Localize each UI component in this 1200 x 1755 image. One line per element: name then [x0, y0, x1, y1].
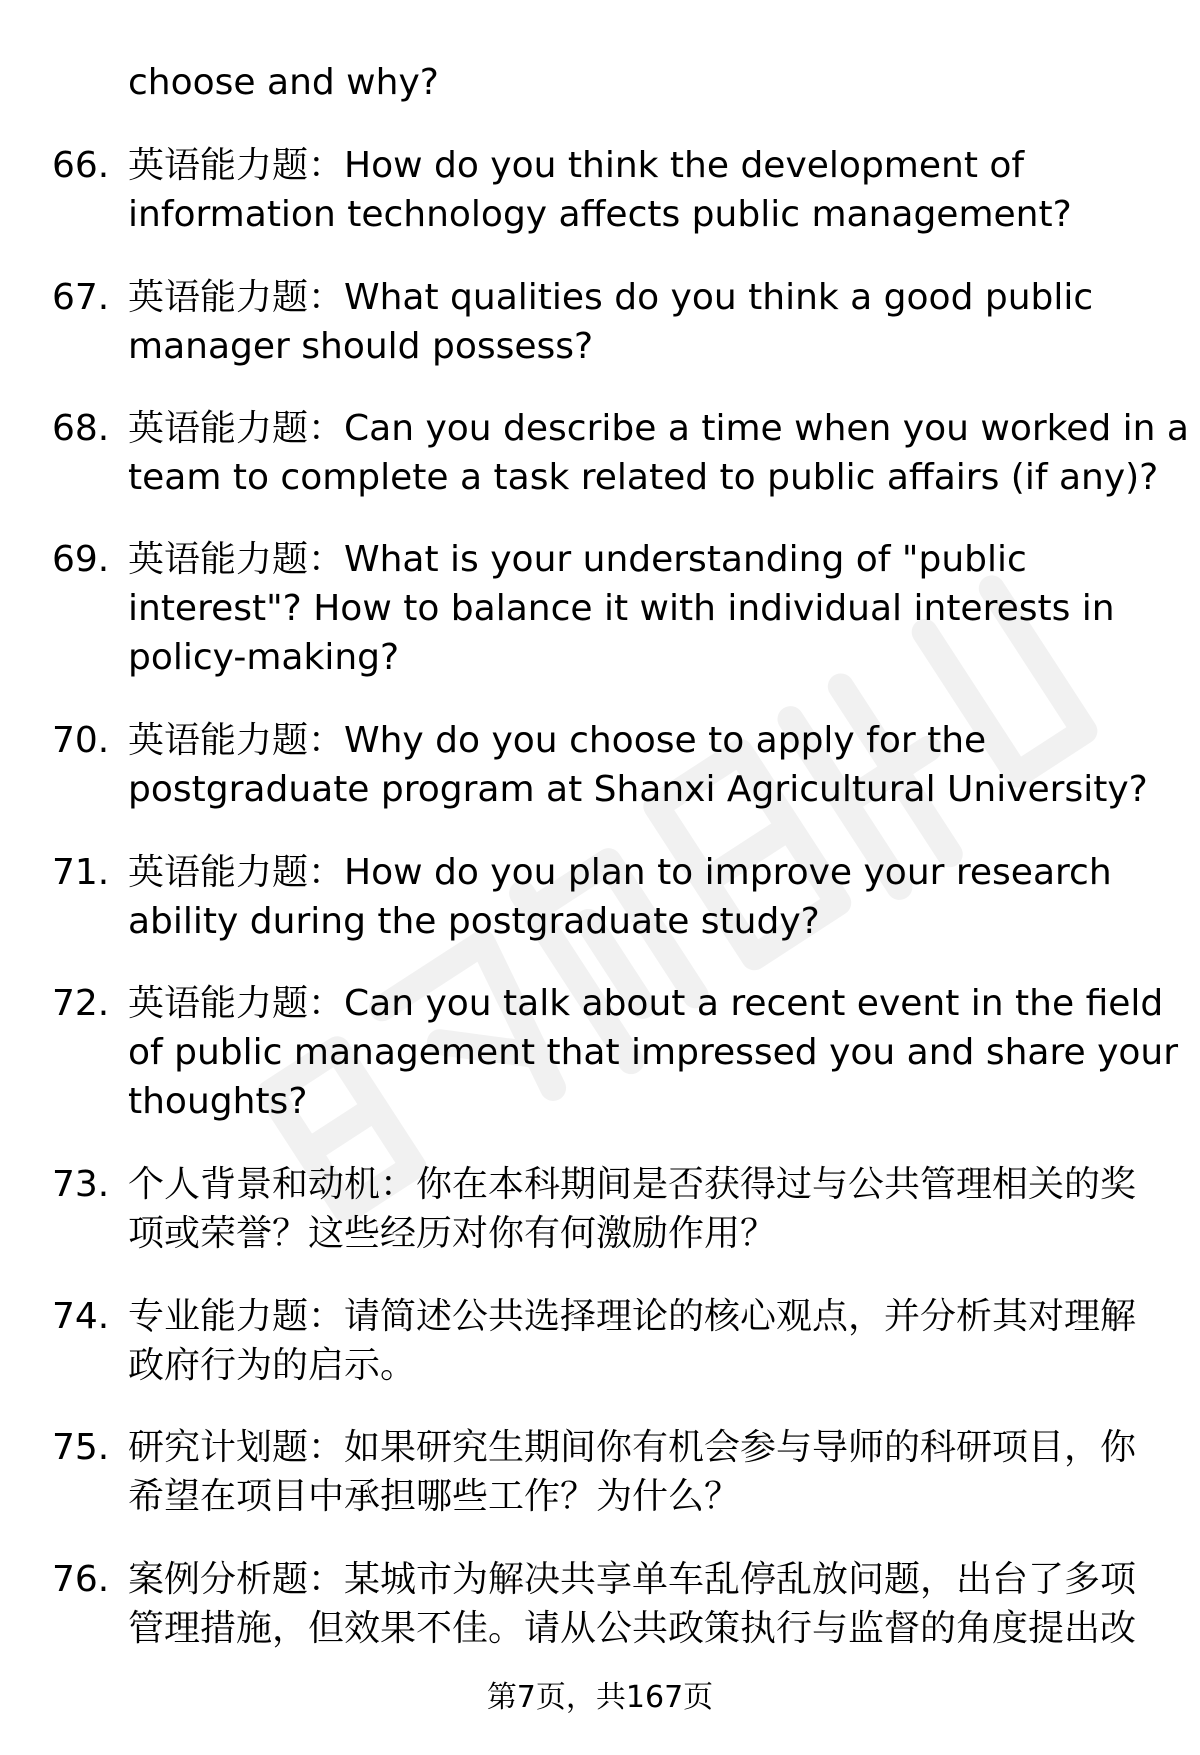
question-text: [128, 1160, 1168, 1258]
question-text-line: ability during the postgraduate study?: [128, 901, 820, 942]
question-text: [128, 1555, 1168, 1653]
question-text-line: 英语能力题：How do you think the development of: [128, 145, 1025, 186]
question-text-line: 英语能力题：Can you talk about a recent event in the field: [128, 983, 1164, 1024]
question-text-line: information technology affects public management?: [128, 194, 1072, 235]
continuation-line: choose and why?: [128, 62, 439, 103]
question-text-line: 项或荣誉？这些经历对你有何激励作用？: [128, 1213, 777, 1254]
question-text: [128, 716, 1168, 814]
question-number: 72.: [52, 983, 110, 1024]
page-footer: 第7页，共167页: [486, 1680, 714, 1715]
question-text-line: 英语能力题：Why do you choose to apply for the: [128, 720, 987, 761]
question-number: 67.: [52, 277, 110, 318]
question-text-line: of public management that impressed you and share your: [128, 1032, 1179, 1073]
question-text: [128, 273, 1168, 371]
question-number: 71.: [52, 852, 110, 893]
question-text-line: thoughts?: [128, 1081, 308, 1122]
question-number: 74.: [52, 1296, 110, 1337]
question-text: [128, 141, 1168, 239]
question-number: 70.: [52, 720, 110, 761]
question-text: [128, 1423, 1168, 1521]
question-text: [128, 404, 1189, 502]
question-number: 68.: [52, 408, 110, 449]
question-text: [128, 979, 1179, 1126]
question-text-line: 个人背景和动机：你在本科期间是否获得过与公共管理相关的奖: [128, 1164, 1137, 1205]
question-text-line: 专业能力题：请简述公共选择理论的核心观点，并分析其对理解: [128, 1296, 1137, 1337]
question-text: [128, 1292, 1168, 1390]
question-text-line: 研究计划题：如果研究生期间你有机会参与导师的科研项目，你: [128, 1427, 1137, 1468]
question-text-line: interest"? How to balance it with individual interests in: [128, 588, 1115, 629]
question-text-line: 英语能力题：What qualities do you think a good public: [128, 277, 1094, 318]
question-text-line: team to complete a task related to public affairs (if any)?: [128, 457, 1159, 498]
question-number: 66.: [52, 145, 110, 186]
question-number: 69.: [52, 539, 110, 580]
question-text-line: 英语能力题：Can you describe a time when you worked in a: [128, 408, 1189, 449]
question-text-line: manager should possess?: [128, 326, 594, 367]
question-text-line: 案例分析题：某城市为解决共享单车乱停乱放问题，出台了多项: [128, 1559, 1137, 1600]
question-text: [128, 848, 1168, 946]
question-text-line: policy-making?: [128, 637, 400, 678]
question-text-line: 英语能力题：What is your understanding of "public: [128, 539, 1027, 580]
question-text-line: postgraduate program at Shanxi Agricultural University?: [128, 769, 1148, 810]
question-number: 73.: [52, 1164, 110, 1205]
question-text-line: 政府行为的启示。: [128, 1345, 417, 1386]
question-text-line: 管理措施，但效果不佳。请从公共政策执行与监督的角度提出改: [128, 1608, 1137, 1649]
question-text-line: 英语能力题：How do you plan to improve your research: [128, 852, 1112, 893]
question-text: [128, 535, 1168, 682]
question-number: 76.: [52, 1559, 110, 1600]
question-number: 75.: [52, 1427, 110, 1468]
question-text-line: 希望在项目中承担哪些工作？为什么？: [128, 1476, 741, 1517]
